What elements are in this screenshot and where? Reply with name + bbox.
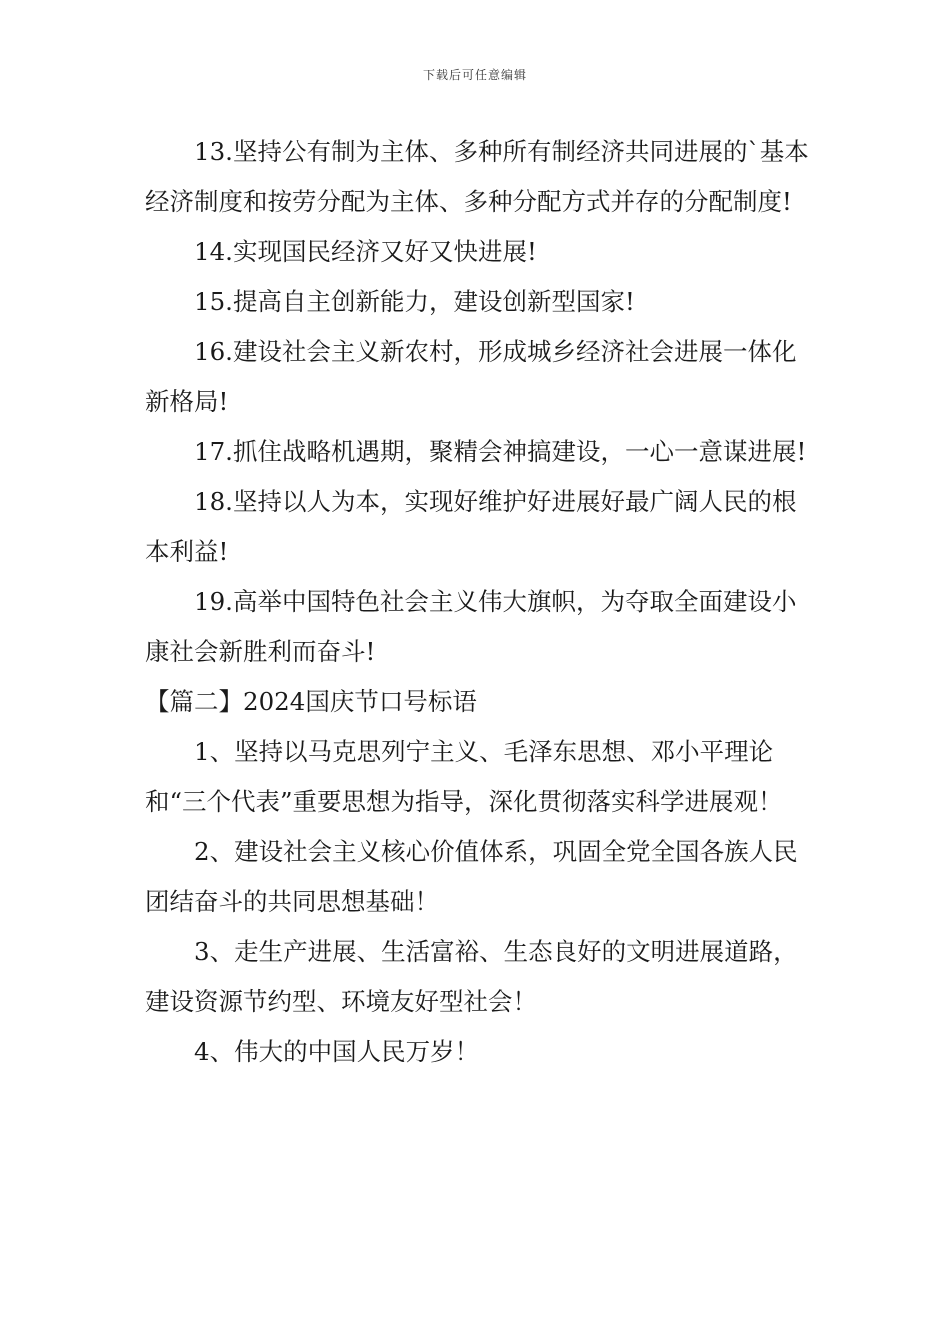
slogan-2: 2、建设社会主义核心价值体系，巩固全党全国各族人民团结奋斗的共同思想基础！ — [145, 837, 798, 916]
slogan-16: 16.建设社会主义新农村，形成城乡经济社会进展一体化新格局! — [145, 337, 797, 416]
slogan-1: 1、坚持以马克思列宁主义、毛泽东思想、邓小平理论和“三个代表”重要思想为指导，深化贯彻落实科学进展观！ — [145, 737, 783, 816]
slogan-14: 14.实现国民经济又好又快进展! — [194, 237, 537, 266]
slogan-18: 18.坚持以人为本，实现好维护好进展好最广阔人民的根本利益! — [145, 487, 797, 566]
slogan-4: 4、伟大的中国人民万岁！ — [194, 1037, 480, 1066]
header-note: 下载后可任意编辑 — [422, 68, 527, 82]
section-heading: 【篇二】2024国庆节口号标语 — [145, 687, 477, 716]
slogan-17: 17.抓住战略机遇期，聚精会神搞建设，一心一意谋进展! — [194, 437, 807, 466]
slogan-13: 13.坚持公有制为主体、多种所有制经济共同进展的`基本经济制度和按劳分配为主体、多种分配方式并存的分配制度! — [145, 137, 809, 216]
slogan-15: 15.提高自主创新能力，建设创新型国家! — [194, 287, 635, 316]
slogan-3: 3、走生产进展、生活富裕、生态良好的文明进展道路，建设资源节约型、环境友好型社会！ — [145, 937, 798, 1016]
slogan-19: 19.高举中国特色社会主义伟大旗帜，为夺取全面建设小康社会新胜利而奋斗! — [145, 587, 797, 666]
document-body — [145, 127, 810, 1077]
